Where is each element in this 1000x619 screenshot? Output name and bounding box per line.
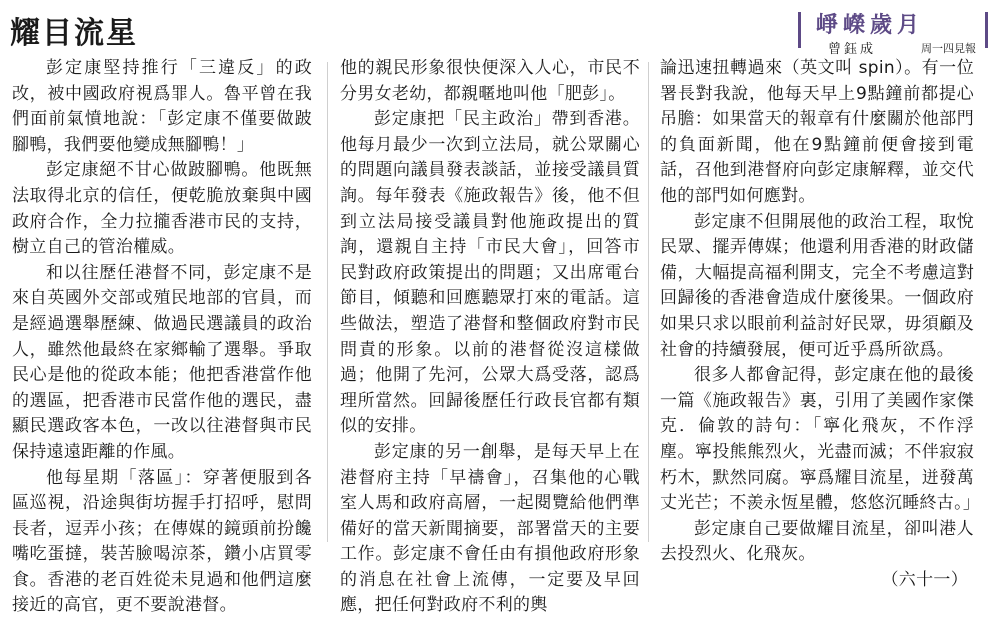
column-divider [648,62,649,542]
paragraph: 彭定康自己要做耀目流星，卻叫港人去投烈火、化飛灰。 [660,517,974,568]
column-name: 崢嶸歲月 [816,8,924,39]
installment-number: （六十一） [660,568,974,594]
column-header [798,8,988,56]
article-title: 耀目流星 [10,8,138,52]
paragraph: 和以往歷任港督不同，彭定康不是來自英國外交部或殖民地部的官員，而是經過選舉歷練、做過民選議員的政治人，雖然他最終在家鄉輸了選舉。爭取民心是他的從政本能；他把香港當作他的選區，把香港市民當作他的選民，盡顯民選政客本色，一改以往港督與市民保持遠遠距離的作風。 [12,261,312,466]
column-header-rule-left [798,12,801,48]
column-divider [327,62,328,542]
paragraph: 彭定康的另一創舉，是每天早上在港督府主持「早禱會」，召集他的心戰室人馬和政府高層，一起閱覽給他們準備好的當天新聞摘要，部署當天的主要工作。彭定康不會任由有損他政府形象的消息在社會上流傳，一定要及早回應，把任何對政府不利的輿 [340,440,640,619]
paragraph: 彭定康把「民主政治」帶到香港。他每月最少一次到立法局，就公眾關心的問題向議員發表談話，並接受議員質詢。每年發表《施政報告》後，他不但到立法局接受議員對他施政提出的質詢，還親自主持「市民大會」，回答市民對政府政策提出的問題；又出席電台節目，傾聽和回應聽眾打來的電話。這些做法，塑造了港督和整個政府對市民問責的形象。以前的港督從沒這樣做過；他開了先河，公眾大爲受落，認爲理所當然。回歸後歷任行政長官都有類似的安排。 [340,107,640,440]
author-name: 曾鈺成 [828,38,876,57]
paragraph: 他每星期「落區」：穿著便服到各區巡視，沿途與街坊握手打招呼，慰問長者，逗弄小孩；在傳媒的鏡頭前扮饞嘴吃蛋撻，裝苦臉喝涼茶，鑽小店買零食。香港的老百姓從未見過和他們這麼接近的高官，更不要說港督。 [12,466,312,619]
paragraph: 彭定康不但開展他的政治工程，取悅民眾、擺弄傳媒；他還利用香港的財政儲備，大幅提高福利開支，完全不考慮這對回歸後的香港會造成什麼後果。一個政府如果只求以眼前利益討好民眾，毋須顧及社會的持續發展，便可近乎爲所欲爲。 [660,210,974,364]
paragraph: 彭定康絕不甘心做跛腳鴨。他既無法取得北京的信任，便乾脆放棄與中國政府合作，全力拉攏香港市民的支持，樹立自己的管治權威。 [12,158,312,260]
paragraph: 論迅速扭轉過來（英文叫 spin）。有一位署長對我說，他每天早上9點鐘前都提心吊膽：如果當天的報章有什麼關於他部門的負面新聞，他在9點鐘前便會接到電話，召他到港督府向彭定康解釋，並交代他的部門如何應對。 [660,56,974,210]
paragraph: 他的親民形象很快便深入人心，市民不分男女老幼，都親暱地叫他「肥彭」。 [340,56,640,107]
paragraph: 彭定康堅持推行「三違反」的政改，被中國政府視爲罪人。魯平曾在我們面前氣憤地說：「彭定康不僅要做跛腳鴨，我們要他變成無腳鴨！」 [12,56,312,158]
text-column-3 [660,56,974,556]
text-column-1 [12,56,312,556]
column-header-rule-right [985,12,988,48]
text-column-2 [340,56,640,556]
paragraph: 很多人都會記得，彭定康在他的最後一篇《施政報告》裏，引用了美國作家傑克．倫敦的詩句：「寧化飛灰，不作浮塵。寧投熊熊烈火，光盡而滅；不伴寂寂朽木，默然同腐。寧爲耀目流星，迸發萬丈光芒；不羨永恆星體，悠悠沉睡終古。」 [660,363,974,517]
publication-schedule: 周一四見報 [921,40,976,56]
